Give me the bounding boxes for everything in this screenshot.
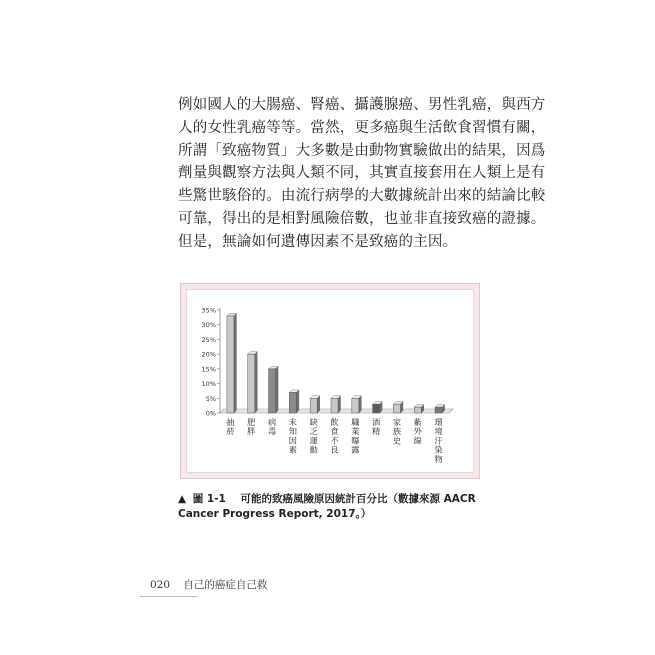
y-tick-label: 15% (201, 365, 216, 374)
body-line: 但是，無論如何遺傳因素不是致癌的主因。 (178, 233, 458, 250)
bar (269, 369, 276, 413)
body-line: 些驚世駭俗的。由流行病學的大數據統計出來的結論比較 (178, 188, 546, 205)
y-tick-label: 5% (205, 394, 216, 403)
bar-chart (187, 290, 473, 472)
body-line: 所謂「致癌物質」大多數是由動物實驗做出的結果，因爲 (178, 142, 546, 159)
body-paragraph (178, 94, 546, 254)
bar-side (338, 396, 341, 413)
x-tick-label: 環境汙染物 (434, 417, 443, 464)
bar (352, 398, 359, 413)
x-tick-label: 肥胖 (247, 417, 256, 437)
bar (414, 407, 421, 413)
x-tick-label: 酒精 (372, 417, 381, 437)
x-tick-label: 未知因素 (288, 417, 297, 455)
x-tick-label: 病毒 (267, 417, 277, 437)
bar-side (317, 396, 320, 413)
figure-caption-text: 可能的致癌風險原因統計百分比（數據來源 AACR Cancer Progress Report, 2017。） (178, 493, 476, 520)
bar (227, 316, 234, 413)
bar (331, 398, 338, 413)
y-tick-label: 0% (205, 409, 216, 418)
footer-rule (140, 596, 198, 597)
y-tick-label: 30% (201, 321, 216, 330)
bar-side (296, 390, 299, 413)
x-tick-label: 職業曝露 (351, 417, 360, 455)
y-tick-label: 10% (201, 380, 216, 389)
body-line: 可靠，得出的是相對風險倍數，也並非直接致癌的證據。 (178, 210, 546, 227)
figure-frame (180, 283, 480, 479)
figure-label: 圖 1-1 (192, 493, 226, 505)
bar-side (359, 396, 362, 413)
y-tick-label: 25% (201, 335, 216, 344)
y-tick-label: 20% (201, 350, 216, 359)
chart-panel (186, 289, 474, 473)
bar (435, 407, 442, 413)
running-title: 自己的癌症自己救 (183, 579, 268, 591)
x-tick-label: 抽菸 (226, 417, 235, 437)
body-line: 劑量與觀察方法與人類不同，其實直接套用在人類上是有 (178, 165, 546, 182)
bar (310, 398, 317, 413)
bar-side (276, 366, 279, 413)
triangle-marker-icon: ▲ (178, 493, 187, 505)
bar (289, 392, 296, 413)
figure-caption (178, 492, 483, 522)
x-tick-label: 家族史 (392, 417, 402, 446)
bar (393, 404, 400, 413)
y-tick-label: 35% (201, 306, 216, 315)
body-line: 例如國人的大腸癌、腎癌、攝護腺癌、男性乳癌，與西方 (178, 97, 546, 113)
page-footer (150, 577, 267, 592)
bar-side (234, 313, 237, 413)
x-tick-label: 紫外線 (413, 417, 422, 446)
body-line: 人的女性乳癌等等。當然，更多癌與生活飲食習慣有關， (178, 119, 546, 136)
page-number: 020 (150, 579, 171, 591)
bar-side (255, 352, 258, 413)
bar (373, 404, 380, 413)
bar (248, 354, 255, 413)
x-tick-label: 飲食不良 (330, 417, 339, 455)
x-tick-label: 缺乏運動 (309, 417, 318, 455)
